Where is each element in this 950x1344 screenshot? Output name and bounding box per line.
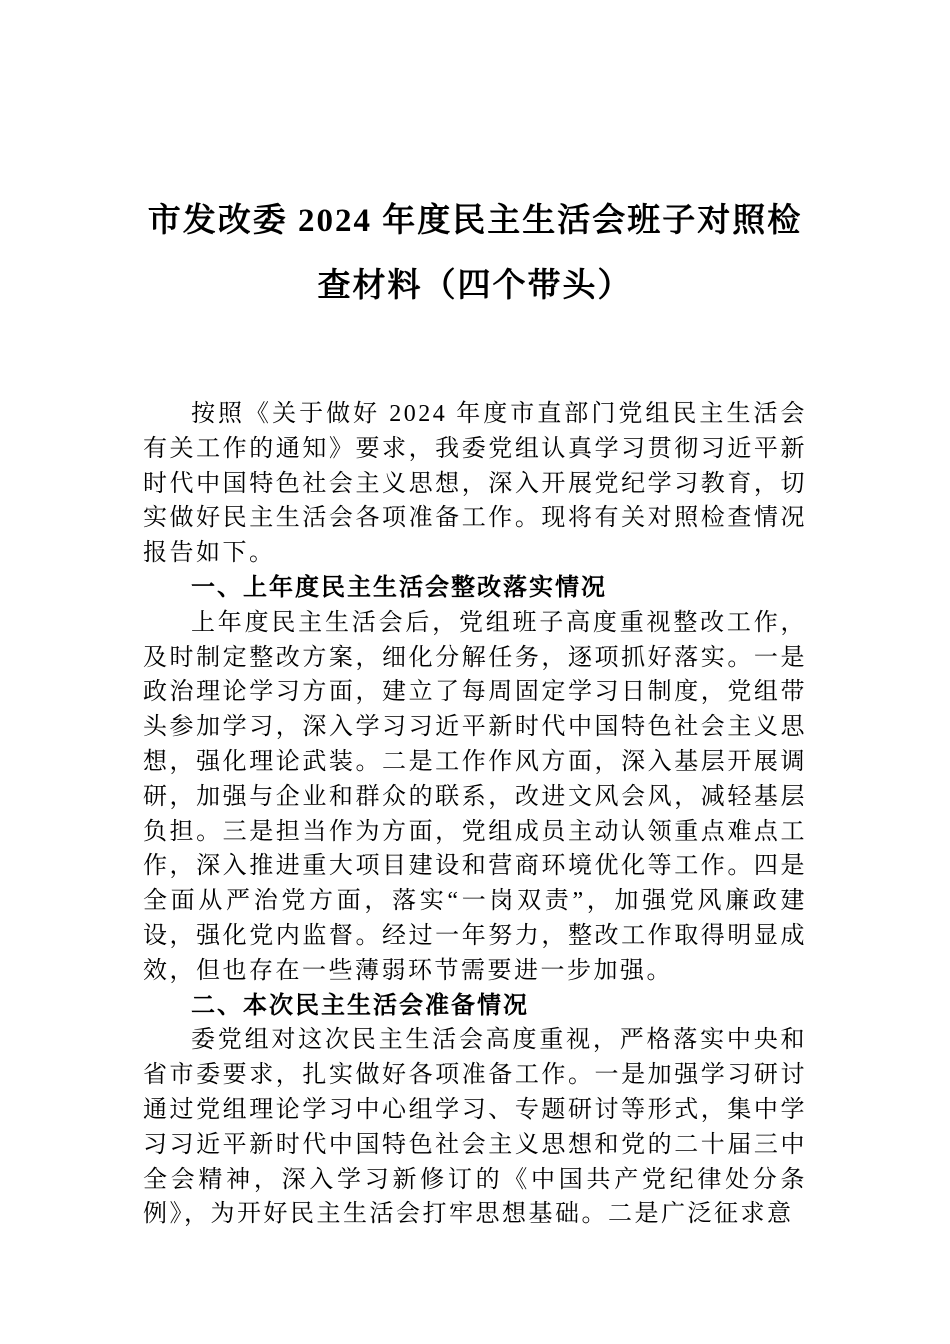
section-heading-2: 二、本次民主生活会准备情况 xyxy=(191,991,529,1019)
section-1-paragraph: 上年度民主生活会后，党组班子高度重视整改工作，及时制定整改方案，细化分解任务，逐项抓好落实。一是政治理论学习方面，建立了每周固定学习日制度，党组带头参加学习，深入学习习近平新时代中国特色社会主义思想，强化理论武装。二是工作作风方面，深入基层开展调研，加强与企业和群众的联系，改进文风会风，减轻基层负担。三是担当作为方面，党组成员主动认领重点难点工作，深入推进重大项目建设和营商环境优化等工作。四是全面从严治党方面，落实“一岗双责”，加强党风廉政建设，强化党内监督。经过一年努力，整改工作取得明显成效，但也存在一些薄弱环节需要进一步加强。 xyxy=(143,609,807,984)
intro-paragraph: 按照《关于做好 2024 年度市直部门党组民主生活会有关工作的通知》要求，我委党组认真学习贯彻习近平新时代中国特色社会主义思想，深入开展党纪学习教育，切实做好民主生活会各项准备工作。现将有关对照检查情况报告如下。 xyxy=(143,401,807,567)
document-title-line-2: 查材料（四个带头） xyxy=(317,268,633,304)
section-2-paragraph: 委党组对这次民主生活会高度重视，严格落实中央和省市委要求，扎实做好各项准备工作。一是加强学习研讨通过党组理论学习中心组学习、专题研讨等形式，集中学习习近平新时代中国特色社会主义思想和党的二十届三中全会精神，深入学习新修订的《中国共产党纪律处分条例》，为开好民主生活会打牢思想基础。二是广泛征求意 xyxy=(143,1027,807,1228)
document-title xyxy=(120,189,830,319)
document-body xyxy=(143,397,807,1232)
section-heading-1: 一、上年度民主生活会整改落实情况 xyxy=(191,573,607,601)
document-title-line-1: 市发改委 2024 年度民主生活会班子对照检 xyxy=(147,203,803,239)
